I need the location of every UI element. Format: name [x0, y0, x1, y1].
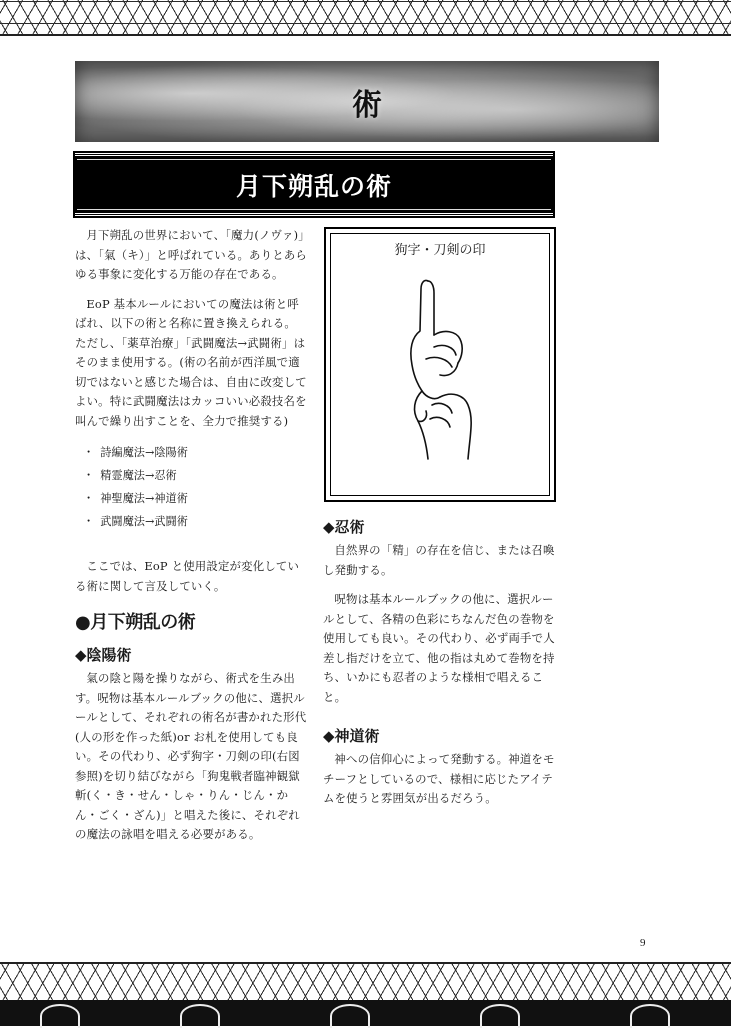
right-column — [323, 512, 555, 819]
ninjutsu-heading: ◆忍術 — [323, 518, 365, 536]
shinto-heading: ◆神道術 — [323, 727, 380, 745]
ninjutsu-paragraph-1: 自然界の「精」の存在を信じ、または召喚し発動する。 — [323, 543, 555, 577]
ninjutsu-paragraph-2: 呪物は基本ルールブックの他に、選択ルールとして、各精の色彩にちなんだ色の巻物を使用しても良い。その代わり、必ず両手で人差し指だけを立て、他の指は丸めて巻物を持ち、いかにも忍者のような様相で唱えること。 — [323, 592, 555, 704]
section-heading: ●月下朔乱の術 — [75, 612, 196, 633]
onmyo-heading: ◆陰陽術 — [75, 646, 132, 664]
figure-caption: 狗字・刀剣の印 — [394, 243, 486, 258]
list-item: ・ 神聖魔法→神道術 — [83, 492, 188, 505]
note-paragraph: ここでは、EoP と使用設定が変化している術に関して言及していく。 — [75, 559, 300, 593]
spell-conversion-list — [75, 441, 307, 533]
intro-paragraph-2: EoP 基本ルールにおいての魔法は術と呼ばれ、以下の術と名称に置き換えられる。ただし、「薬草治療」「武闘魔法→武闘術」はそのまま使用する。(術の名前が西洋風で適切ではないと感じた場合は、自由に改変してよい。特に武闘魔法はカッコいい必殺技名を叫んで繰り出すことを、全力で推奨する) — [75, 296, 307, 428]
list-item: ・ 詩編魔法→陰陽術 — [83, 446, 188, 459]
intro-paragraph-1: 月下朔乱の世界において、「魔力(ノヴァ)」は、「氣（キ）」と呼ばれている。ありとあらゆる事象に変化する万能の存在である。 — [75, 228, 308, 281]
chapter-banner — [75, 61, 659, 142]
shinto-paragraph: 神への信仰心によって発動する。神道をモチーフとしているので、様相に応じたアイテムを使うと雰囲気が出るだろう。 — [323, 752, 555, 805]
page-title: 月下朔乱の術 — [235, 171, 392, 201]
hand-sign-figure — [324, 227, 556, 502]
chapter-title: 術 — [352, 87, 382, 123]
list-item: ・ 精霊魔法→忍術 — [83, 469, 177, 482]
page-number: 9 — [640, 937, 646, 949]
page-title-box — [75, 153, 553, 216]
bottom-decorative-band — [0, 1000, 731, 1026]
hand-sign-illustration — [404, 273, 484, 463]
left-column — [75, 226, 307, 855]
top-pattern-border — [0, 0, 731, 36]
list-item: ・ 武闘魔法→武闘術 — [83, 515, 188, 528]
bottom-pattern-border — [0, 962, 731, 1026]
onmyo-paragraph: 氣の陰と陽を操りながら、術式を生み出す。呪物は基本ルールブックの他に、選択ルールとして、それぞれの術名が書かれた形代(人の形を作った紙)or お札を使用しても良い。その代わり、必ず狗字・刀剣の印(右図参照)を切り結びながら「狗鬼戦者臨神観獄斬(く・き・せん・しゃ・りん・じん・かん・ごく・ざん)」と唱えた後に、それぞれの魔法の詠唱を唱える必要がある。 — [75, 671, 307, 841]
